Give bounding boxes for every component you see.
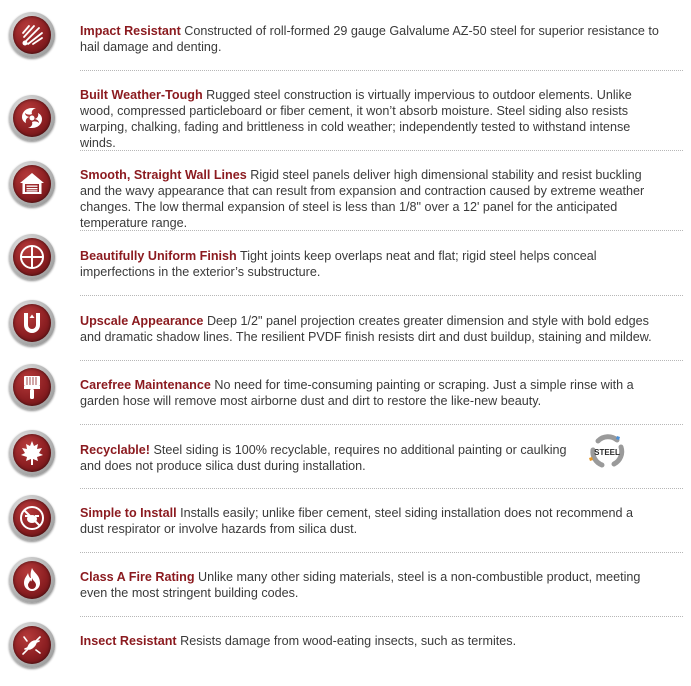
divider — [80, 424, 683, 425]
feature-body: Deep 1/2" panel projection creates greater dimension and style with bold edges and dramatic shadow lines. The resilient PVDF finish resists dirt and dust buildup, staining and mildew. — [80, 314, 652, 344]
feature-title: Smooth, Straight Wall Lines — [80, 168, 247, 182]
divider — [80, 360, 683, 361]
no-respirator-icon — [9, 495, 55, 541]
feature-title: Class A Fire Rating — [80, 570, 195, 584]
u-panel-icon — [9, 300, 55, 346]
paintbrush-icon — [9, 364, 55, 410]
divider — [80, 295, 683, 296]
divider — [80, 230, 683, 231]
feature-body: Constructed of roll-formed 29 gauge Galvalume AZ-50 steel for superior resistance to hail damage and denting. — [80, 24, 659, 54]
feature-title: Recyclable! — [80, 443, 151, 457]
flame-icon — [9, 557, 55, 603]
feature-body: Rugged steel construction is virtually impervious to outdoor elements. Unlike wood, compressed particleboard or fiber cement, it won’t absorb moisture. Steel siding also resists warping, chalking, fading and brittleness in cold weather; independently tested to withstand intense winds. — [80, 88, 632, 150]
feature-body: Installs easily; unlike fiber cement, steel siding installation does not recommend a dust respirator or involve hazards from silica dust. — [80, 506, 633, 536]
feature-title: Impact Resistant — [80, 24, 181, 38]
feature-title: Beautifully Uniform Finish — [80, 249, 237, 263]
insect-icon — [9, 622, 55, 668]
feature-title: Built Weather-Tough — [80, 88, 203, 102]
feature-body: Rigid steel panels deliver high dimensional stability and resist buckling and the wavy appearance that can result from expansion and contraction caused by extreme weather changes. The low thermal expansion of steel is less than 1/8" over a 12' panel for the anticipated temperature range. — [80, 168, 645, 230]
house-icon — [9, 161, 55, 207]
impact-icon — [9, 12, 55, 58]
feature-title: Upscale Appearance — [80, 314, 204, 328]
window-icon — [9, 234, 55, 280]
feature-title: Carefree Maintenance — [80, 378, 211, 392]
feature-body: Steel siding is 100% recyclable, requires no additional painting or caulking and does not produce silica dust during installation. — [80, 443, 567, 473]
feature-body: No need for time-consuming painting or scraping. Just a simple rinse with a garden hose will remove most airborne dust and dirt to restore the like-new beauty. — [80, 378, 634, 408]
feature-body: Tight joints keep overlaps neat and flat; rigid steel helps conceal imperfections in the exterior’s substructure. — [80, 249, 597, 279]
recycle-steel-icon — [584, 428, 630, 474]
feature-title: Simple to Install — [80, 506, 177, 520]
leaf-icon — [9, 430, 55, 476]
divider — [80, 552, 683, 553]
feature-body: Unlike many other siding materials, steel is a non-combustible product, meeting even the most stringent building codes. — [80, 570, 641, 600]
divider — [80, 150, 683, 151]
steel-label: STEEL — [594, 448, 620, 457]
feature-title: Insect Resistant — [80, 634, 177, 648]
storm-icon — [9, 95, 55, 141]
divider — [80, 488, 683, 489]
feature-body: Resists damage from wood-eating insects, such as termites. — [180, 634, 517, 648]
divider — [80, 70, 683, 71]
divider — [80, 616, 683, 617]
